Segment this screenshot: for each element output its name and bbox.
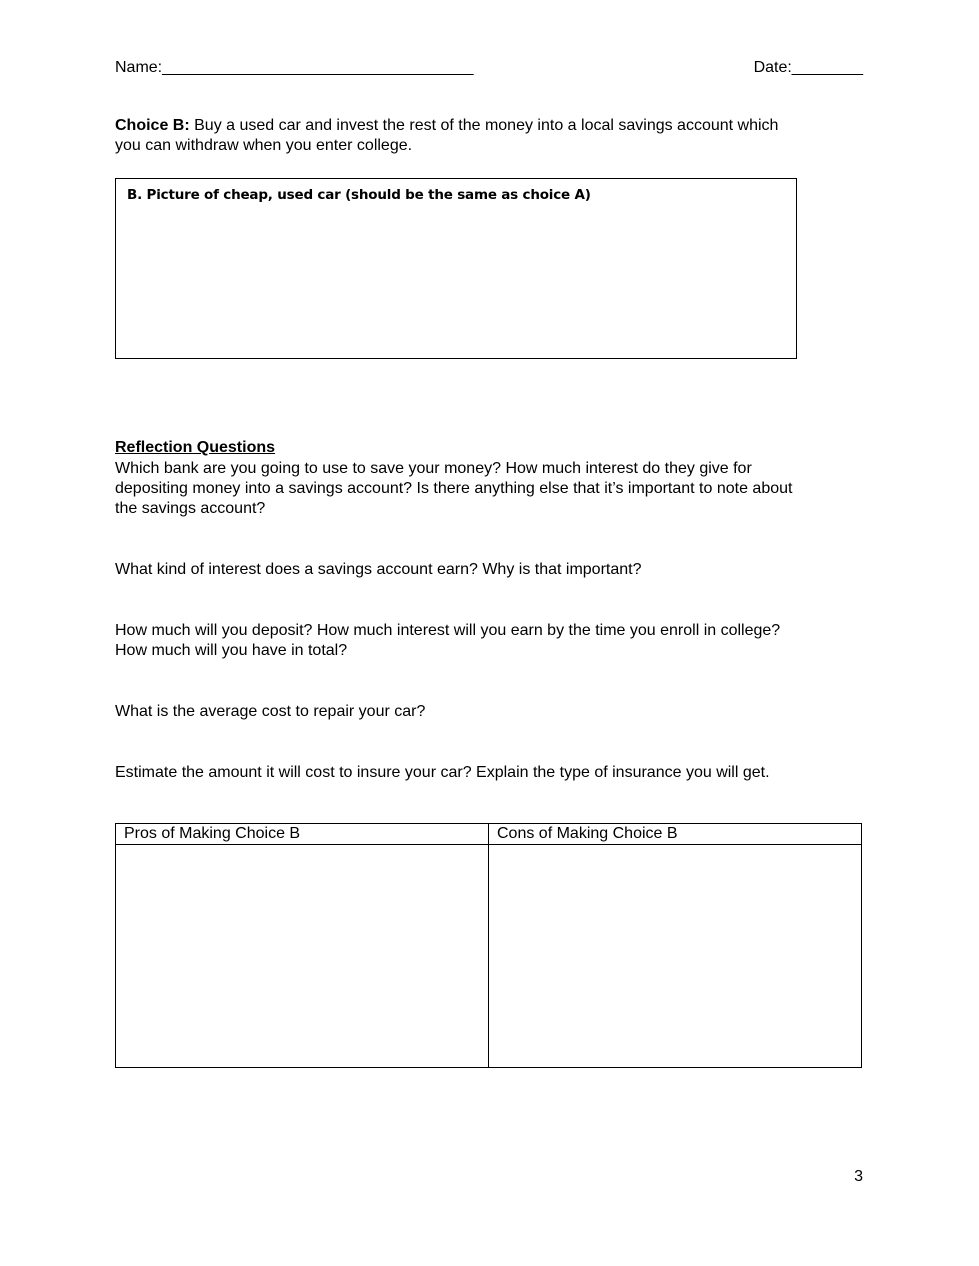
cons-header: Cons of Making Choice B [489,824,862,845]
page-number: 3 [854,1168,863,1185]
question-line: Which bank are you going to use to save your money? How much interest do they give for [115,460,752,477]
reflection-heading: Reflection Questions [115,439,276,456]
pros-header: Pros of Making Choice B [116,824,489,845]
reflection-question-5 [115,763,875,783]
cons-answer-cell[interactable] [489,845,862,1068]
pros-cons-table [115,823,862,1068]
choice-b-text-line1: Buy a used car and invest the rest of the money into a local savings account which [189,117,779,134]
date-field-line[interactable]: Date:________ [753,59,863,76]
car-picture-box[interactable] [115,178,797,359]
question-line: How much will you deposit? How much interest will you earn by the time you enroll in college? [115,622,781,639]
name-field-line[interactable]: Name:___________________________________ [115,59,474,76]
reflection-question-3 [115,621,875,661]
question-line: the savings account? [115,500,266,517]
reflection-question-2 [115,560,875,580]
question-line: What is the average cost to repair your car? [115,703,426,720]
question-line: Estimate the amount it will cost to insure your car? Explain the type of insurance you will get. [115,764,770,781]
question-line: depositing money into a savings account? Is there anything else that it’s important to note about [115,480,793,497]
pros-answer-cell[interactable] [116,845,489,1068]
question-line: What kind of interest does a savings account earn? Why is that important? [115,561,642,578]
reflection-question-1 [115,459,875,519]
reflection-question-4 [115,702,875,722]
choice-b-label: Choice B: [115,117,190,134]
choice-b-description [115,116,875,156]
choice-b-text-line2: you can withdraw when you enter college. [115,137,413,154]
question-line: How much will you have in total? [115,642,348,659]
car-picture-label: B. Picture of cheap, used car (should be the same as choice A) [127,187,591,203]
